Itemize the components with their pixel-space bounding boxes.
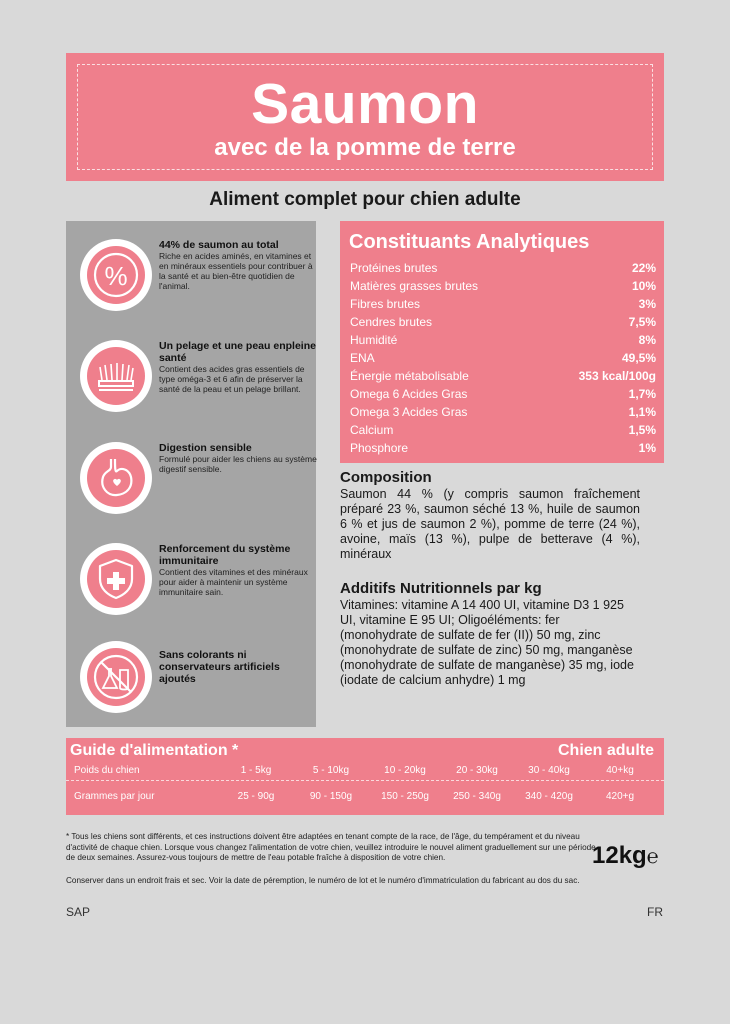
weight-row-label: Poids du chien (74, 765, 140, 776)
feeding-title: Guide d'alimentation * (70, 742, 239, 759)
analytics-row: Fibres brutes 3% (350, 297, 656, 311)
badge (80, 442, 152, 514)
feeding-divider (66, 780, 664, 781)
product-type: Aliment complet pour chien adulte (209, 189, 521, 210)
badge (80, 641, 152, 713)
analytics-row: Omega 3 Acides Gras 1,1% (350, 405, 656, 419)
benefit-title: Digestion sensible (159, 442, 252, 454)
analytics-row: Calcium 1,5% (350, 423, 656, 437)
shield-icon (87, 550, 145, 608)
benefit-title: Un pelage et une peau enpleine santé (159, 340, 316, 364)
analytics-row: ENA 49,5% (350, 351, 656, 365)
analytics-row: Phosphore 1% (350, 441, 656, 455)
benefits-panel (66, 221, 316, 727)
benefit-title: Sans colorants ni conservateurs artificiels ajoutés (159, 649, 280, 685)
product-title: Saumon (251, 72, 479, 136)
feeding-segment: Chien adulte (557, 742, 654, 759)
composition-title: Composition (340, 469, 432, 486)
estimated-mark-icon: ℮ (646, 846, 659, 868)
benefit-desc: Formulé pour aider les chiens au système digestif sensible. (159, 454, 317, 474)
stomach-icon (87, 449, 145, 507)
benefit-desc: Contient des acides gras essentiels de type oméga-3 et 6 afin de préserver la santé de la peau et un pelage brillant. (159, 364, 305, 394)
badge (80, 543, 152, 615)
product-subtitle: avec de la pomme de terre (214, 134, 516, 161)
composition-section (340, 469, 640, 562)
grams-row-label: Grammes par jour (74, 791, 155, 802)
additives-title: Additifs Nutritionnels par kg (340, 580, 542, 597)
analytics-panel (340, 221, 664, 463)
benefit-desc: Contient des vitamines et des minéraux pour aider à maintenir un système immunitaire sain. (159, 567, 308, 597)
product-header (66, 53, 664, 181)
skin-coat-icon (87, 347, 145, 405)
analytics-row: Cendres brutes 7,5% (350, 315, 656, 329)
benefit-desc: Riche en acides aminés, en vitamines et en minéraux essentiels pour contribuer à la santé et au bien-être quotidien de l'animal. (159, 251, 313, 291)
svg-text:%: % (104, 261, 128, 291)
analytics-row: Humidité 8% (350, 333, 656, 347)
analytics-row: Énergie métabolisable 353 kcal/100g (350, 369, 656, 383)
benefit-title: 44% de saumon au total (159, 239, 279, 251)
feeding-guide (66, 738, 664, 815)
additives-section (340, 580, 640, 688)
feeding-grams-row: Grammes par jour 25 - 90g 90 - 150g 150 - 250g 250 - 340g 340 - 420g 420+g (74, 791, 635, 802)
badge (80, 239, 152, 311)
language-code: FR (647, 905, 663, 919)
analytics-row: Protéines brutes 22% (350, 261, 656, 275)
badge (80, 340, 152, 412)
analytics-row: Omega 6 Acides Gras 1,7% (350, 387, 656, 401)
no-chemicals-icon (87, 648, 145, 706)
additives-text: Vitamines: vitamine A 14 400 UI, vitamine D3 1 925 UI, vitamine E 95 UI; Oligoéléments: fer (monohydrate de sulfate de fer (II)) 50 mg, zinc (monohydrate de sulfate de zinc) 50 mg, manganèse (monohydrate de sulfate de manganèse) 35 mg, iode (iodate de calcium anhydre) 1 mg (340, 598, 634, 687)
composition-text: Saumon 44 % (y compris saumon fraîchement préparé 23 %, saumon séché 13 %, huile de saumon 6 % et jus de saumon 2 %), pomme de terre (24 %), avoine, maïs (13 %), pulpe de betterave (4 %), minéraux (340, 487, 640, 561)
feeding-weight-row: Poids du chien 1 - 5kg 5 - 10kg 10 - 20kg 20 - 30kg 30 - 40kg 40+kg (74, 765, 634, 776)
percent-icon (87, 246, 145, 304)
analytics-title: Constituants Analytiques (349, 231, 590, 253)
analytics-row: Matières grasses brutes 10% (350, 279, 656, 293)
feeding-footnote: * Tous les chiens sont différents, et ces instructions doivent être adaptées en tenant compte de la race, de l'âge, du tempérament et du niveau d'activité de chaque chien. Lorsque vous changez l'alimentation de votre chien, veuillez introduire le nouvel aliment graduellement sur une période de deux semaines. Assurez-vous toujours de mettre de l'eau potable fraîche à disposition de votre chien. (66, 832, 596, 862)
benefit-title: Renforcement du système immunitaire (159, 543, 291, 567)
storage-note: Conserver dans un endroit frais et sec. Voir la date de péremption, le numéro de lot et le numéro d'immatriculation du fabricant au dos du sac. (66, 876, 580, 885)
net-weight: 12kg℮ (592, 842, 659, 869)
sap-code: SAP (66, 905, 91, 919)
